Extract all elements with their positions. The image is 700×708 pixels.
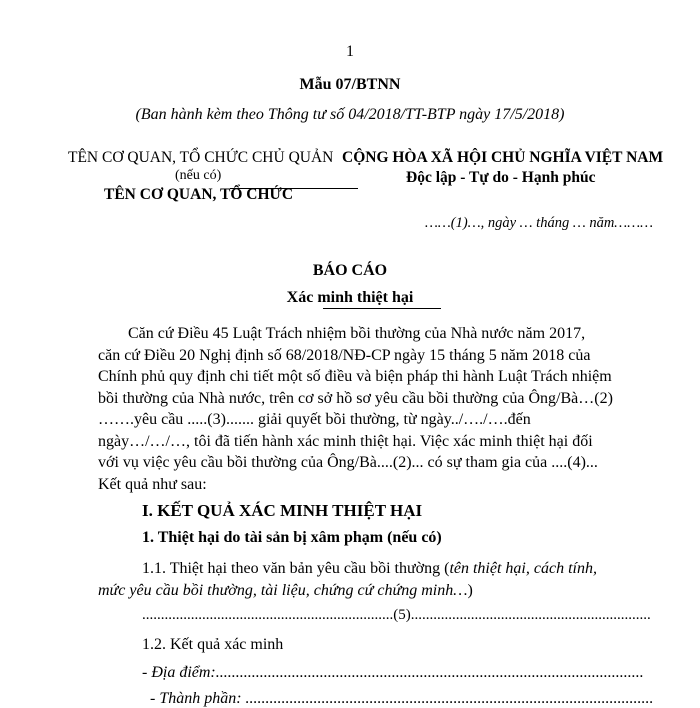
left-header-line3: TÊN CƠ QUAN, TỔ CHỨC — [104, 186, 294, 203]
item-1-1 — [98, 558, 634, 601]
intro-line: với vụ việc yêu cầu bồi thường của Ông/Bà....(2)... có sự tham gia của ....(4)... — [98, 454, 598, 471]
date-line: ……(1)…, ngày … tháng … năm……… — [425, 215, 653, 231]
subsection-heading: 1. Thiệt hại do tài sản bị xâm phạm (nếu có) — [142, 529, 442, 546]
intro-line: Kết quả như sau: — [98, 475, 207, 493]
item-1-1-suffix: ) — [467, 581, 473, 599]
item-1-2-heading: 1.2. Kết quả xác minh — [142, 636, 284, 653]
intro-line: Căn cứ Điều 45 Luật Trách nhiệm bồi thường của Nhà nước năm 2017, — [128, 325, 586, 342]
subtitle-underline — [323, 308, 441, 309]
item-1-1-italic2: mức yêu cầu bồi thường, tài liệu, chứng cứ chứng minh… — [98, 581, 468, 599]
page-number: 1 — [346, 43, 354, 60]
intro-line: căn cứ Điều 20 Nghị định số 68/2018/NĐ-CP ngày 15 tháng 5 năm 2018 của — [98, 346, 591, 364]
national-title: CỘNG HÒA XÃ HỘI CHỦ NGHĨA VIỆT NAM — [342, 149, 664, 166]
section-heading: I. KẾT QUẢ XÁC MINH THIỆT HẠI — [142, 501, 423, 520]
issued-note: (Ban hành kèm theo Thông tư số 04/2018/TT-BTP ngày 17/5/2018) — [135, 106, 565, 123]
dotted-fill-line: ...................................................................(5)................................................................ — [142, 607, 651, 623]
form-code: Mẫu 07/BTNN — [299, 76, 401, 93]
intro-paragraph — [98, 323, 634, 495]
left-header-line1: TÊN CƠ QUAN, TỔ CHỨC CHỦ QUẢN — [68, 149, 334, 166]
intro-line: bồi thường của Nhà nước, trên cơ sở hồ sơ yêu cầu bồi thường của Ông/Bà…(2) — [98, 389, 613, 407]
item-1-1-italic1: tên thiệt hại, cách tính, — [449, 560, 597, 577]
report-title: BÁO CÁO — [312, 262, 388, 279]
left-header-line2: (nếu có) — [175, 168, 222, 183]
intro-line: Chính phủ quy định chi tiết một số điều và biện pháp thi hành Luật Trách nhiệm — [98, 368, 612, 385]
intro-line: ngày…/…/…, tôi đã tiến hành xác minh thiệt hại. Việc xác minh thiệt hại đối — [98, 432, 593, 450]
report-subtitle: Xác minh thiệt hại — [286, 289, 414, 306]
intro-line: …….yêu cầu .....(3)....... giải quyết bồi thường, từ ngày../…./….đến — [98, 411, 531, 428]
composition-line: - Thành phần: ...................................................................................................... — [150, 690, 654, 707]
location-line: - Địa điểm:........................................................................................................... — [142, 664, 644, 681]
national-motto: Độc lập - Tự do - Hạnh phúc — [406, 169, 596, 186]
item-1-1-prefix: 1.1. Thiệt hại theo văn bản yêu cầu bồi thường ( — [142, 560, 450, 577]
